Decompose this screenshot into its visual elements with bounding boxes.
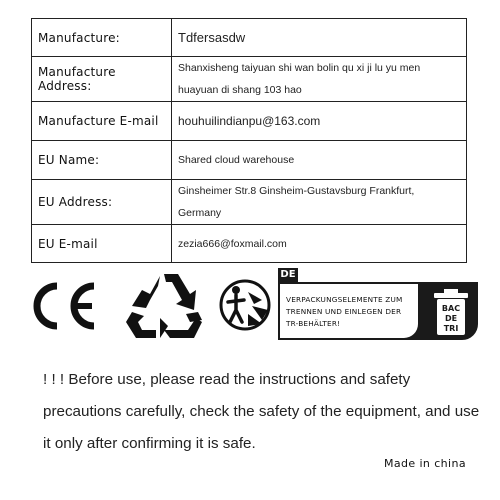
de-inner-panel: [280, 284, 418, 338]
de-panel: [278, 282, 478, 340]
table-row: [32, 225, 467, 263]
table-row: [32, 141, 467, 180]
recycle-icon: [124, 270, 204, 342]
de-recycling-label: [278, 268, 480, 342]
de-tag: DE: [278, 268, 298, 282]
safety-warning-text: ! ! ! Before use, please read the instructions and safety precautions carefully, check the safety of the equipment, and use it only after confirming it is safe.: [43, 371, 480, 452]
ce-mark-icon: [24, 276, 100, 336]
triman-icon: [218, 276, 276, 334]
product-info-table: [31, 18, 467, 263]
manufacture-address-value: Shanxisheng taiyuan shi wan bolin qu xi ji lu yu men huayuan di shang 103 hao: [172, 57, 467, 102]
eu-address-value: Ginsheimer Str.8 Ginsheim-Gustavsburg Frankfurt, Germany: [172, 180, 467, 225]
recycling-bin-icon: [432, 288, 470, 336]
eu-email-value: zezia666@foxmail.com: [172, 225, 467, 263]
manufacture-address-label: Manufacture Address:: [32, 57, 172, 102]
eu-email-label: EU E-mail: [32, 225, 172, 263]
table-row: [32, 57, 467, 102]
eu-address-label: EU Address:: [32, 180, 172, 225]
compliance-marks: [20, 268, 485, 344]
manufacture-value: Tdfersasdw: [172, 19, 467, 57]
manufacture-email-label: Manufacture E-mail: [32, 102, 172, 141]
eu-name-label: EU Name:: [32, 141, 172, 180]
manufacture-email-value: houhuilindianpu@163.com: [172, 102, 467, 141]
table-row: [32, 180, 467, 225]
svg-text:TRI: TRI: [443, 324, 459, 333]
made-in-label: Made in china: [384, 457, 466, 470]
table-row: [32, 19, 467, 57]
svg-text:DE: DE: [444, 314, 458, 323]
de-instruction-text: VERPACKUNGSELEMENTE ZUM TRENNEN UND EINLEGEN DER TR-BEHÄLTER!: [286, 295, 403, 328]
table-row: [32, 102, 467, 141]
eu-name-value: Shared cloud warehouse: [172, 141, 467, 180]
svg-text:BAC: BAC: [441, 304, 461, 313]
manufacture-label: Manufacture:: [32, 19, 172, 57]
